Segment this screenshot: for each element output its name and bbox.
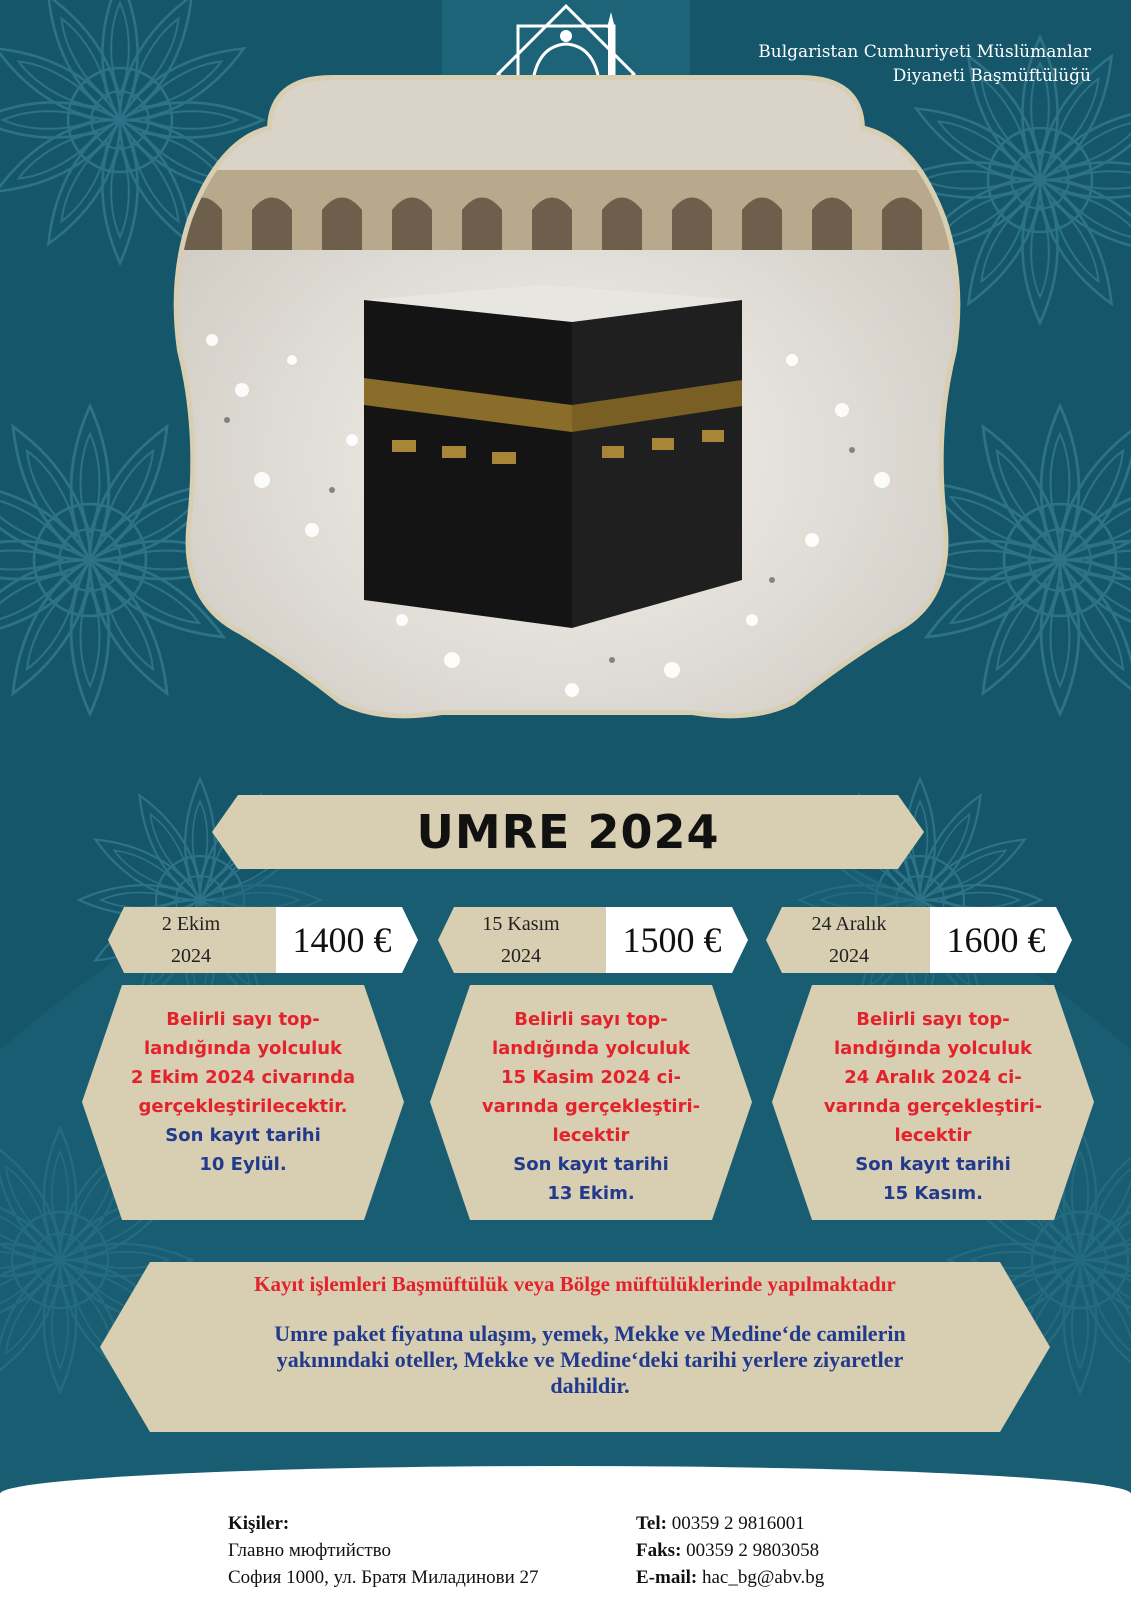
office-name: Главно мюфтийство <box>228 1540 391 1561</box>
package-line-3: dahildir. <box>550 1373 630 1398</box>
trip-2-desc-red-1: Belirli sayı top- <box>514 1009 668 1030</box>
email-label: E-mail: <box>636 1567 698 1588</box>
trip-3-deadline-date: 15 Kasım. <box>883 1183 983 1204</box>
office-address: София 1000, ул. Братя Миладинови 27 <box>228 1567 539 1588</box>
trip-3-desc-red-1: Belirli sayı top- <box>856 1009 1010 1030</box>
trip-2-desc-red-2: landığında yolculuk <box>491 1038 691 1059</box>
footer <box>0 1466 1131 1600</box>
kaaba-photo <box>152 60 980 720</box>
email-value[interactable]: hac_bg@abv.bg <box>701 1567 825 1588</box>
contact-numbers <box>636 1510 824 1591</box>
trip-date-2-day: 15 Kasım <box>482 913 560 935</box>
trip-price-3: 1600 € <box>946 920 1046 960</box>
trip-2-deadline-label: Son kayıt tarihi <box>513 1154 669 1175</box>
trip-3-desc-red-3: 24 Aralık 2024 ci- <box>844 1067 1022 1088</box>
trip-date-1-year: 2024 <box>171 945 211 967</box>
trip-1-deadline-date: 10 Eylül. <box>199 1154 287 1175</box>
trip-1-desc-red-2: landığında yolculuk <box>143 1038 343 1059</box>
trip-date-1-day: 2 Ekim <box>161 913 221 935</box>
trip-2-desc-red-4: varında gerçekleştiri- <box>481 1096 701 1117</box>
trip-description-2 <box>430 1005 752 1208</box>
trip-1-desc-red-4: gerçekleştirilecektir. <box>138 1096 348 1117</box>
trip-2-deadline-date: 13 Ekim. <box>547 1183 635 1204</box>
trip-date-2-year: 2024 <box>501 945 541 967</box>
tel-label: Tel: <box>636 1513 667 1534</box>
trip-description-3 <box>772 1005 1094 1208</box>
package-line-2: yakınındaki oteller, Mekke ve Medine‘deki tarihi yerlere ziyaretler <box>276 1347 904 1372</box>
organization-line-1: Bulgaristan Cumhuriyeti Müslümanlar <box>758 42 1091 62</box>
trip-3-desc-red-5: lecektir <box>894 1125 972 1146</box>
page-title: UMRE 2024 <box>416 805 720 859</box>
trip-price-2: 1500 € <box>622 920 722 960</box>
package-details <box>180 1321 1000 1399</box>
trip-date-2 <box>446 907 596 973</box>
registration-note: Kayıt işlemleri Başmüftülük veya Bölge müftülüklerinde yapılmaktadır <box>254 1272 896 1296</box>
trip-date-3-year: 2024 <box>829 945 869 967</box>
trip-date-3-day: 24 Aralık <box>811 913 887 935</box>
trip-2-desc-red-5: lecektir <box>552 1125 630 1146</box>
trip-3-deadline-label: Son kayıt tarihi <box>855 1154 1011 1175</box>
trip-3-desc-red-4: varında gerçekleştiri- <box>823 1096 1043 1117</box>
contacts-label: Kişiler: <box>228 1513 290 1534</box>
fax-label: Faks: <box>636 1540 682 1561</box>
tel-value[interactable]: 00359 2 9816001 <box>671 1513 805 1534</box>
package-line-1: Umre paket fiyatına ulaşım, yemek, Mekke ve Medine‘de camilerin <box>274 1321 906 1346</box>
trip-date-1 <box>116 907 266 973</box>
trip-description-1 <box>82 1005 404 1179</box>
trip-1-desc-red-3: 2 Ekim 2024 civarında <box>130 1067 356 1088</box>
trip-price-1: 1400 € <box>292 920 392 960</box>
contact-address <box>228 1510 539 1591</box>
fax-value: 00359 2 9803058 <box>686 1540 820 1561</box>
trip-1-desc-red-1: Belirli sayı top- <box>166 1009 320 1030</box>
trip-2-desc-red-3: 15 Kasim 2024 ci- <box>501 1067 681 1088</box>
trip-3-desc-red-2: landığında yolculuk <box>833 1038 1033 1059</box>
trip-date-3 <box>774 907 924 973</box>
trip-1-deadline-label: Son kayıt tarihi <box>165 1125 321 1146</box>
organization-line-2: Diyaneti Başmüftülüğü <box>892 66 1091 86</box>
